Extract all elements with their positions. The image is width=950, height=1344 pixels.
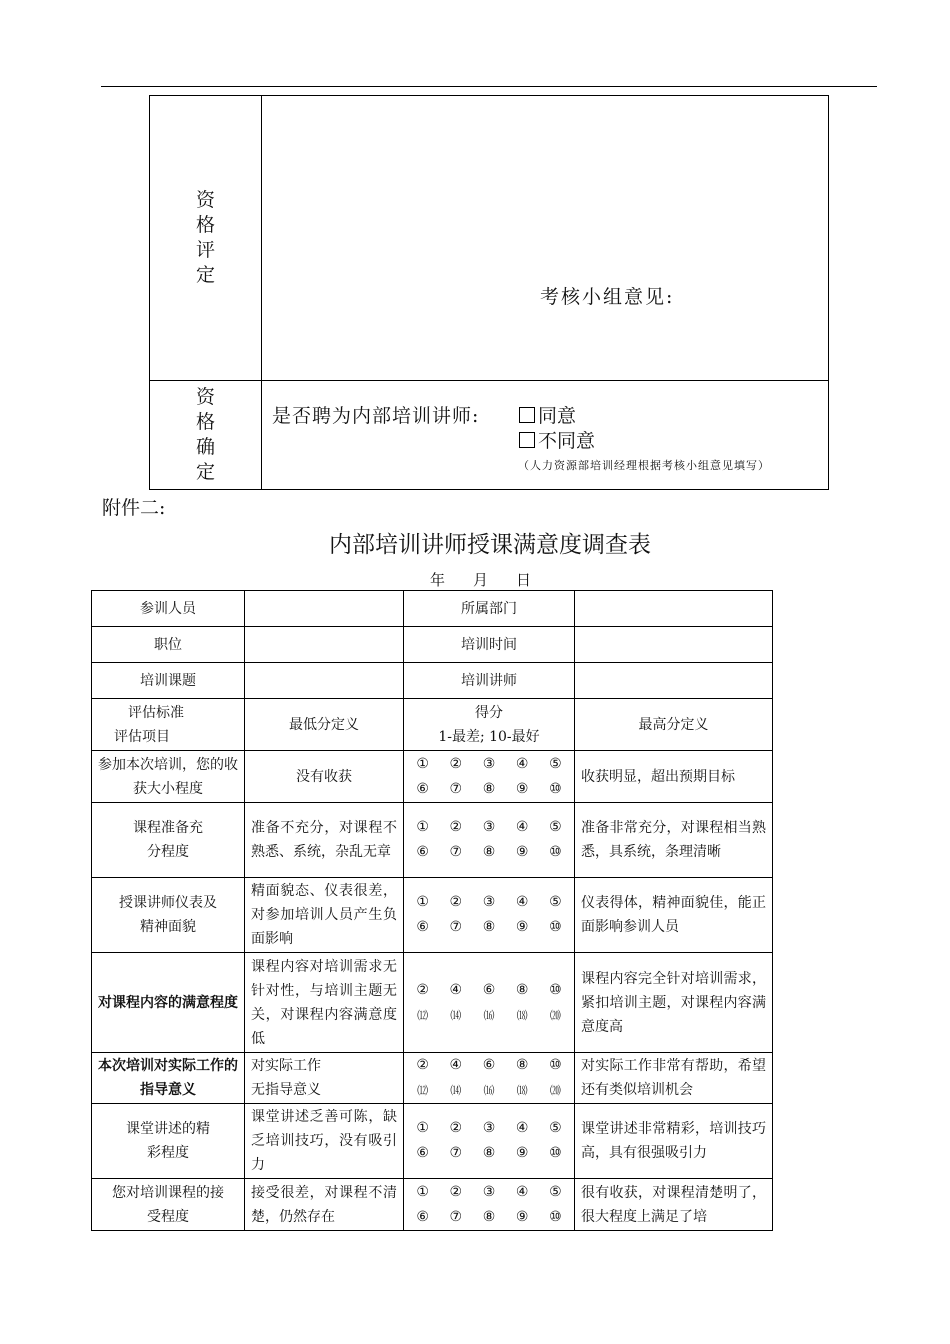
- score-option-row: [406, 915, 572, 940]
- disagree-checkbox[interactable]: [519, 432, 535, 448]
- lowest-definition: 接受很差，对课程不清楚，仍然存在: [245, 1179, 404, 1231]
- score-header: 得分 1-最差; 10-最好: [404, 699, 575, 751]
- score-option-row: [406, 1003, 572, 1028]
- score-option[interactable]: ④: [515, 1120, 529, 1136]
- highest-definition: 对实际工作非常有帮助，希望还有类似培训机会: [575, 1053, 773, 1104]
- score-option[interactable]: ④: [515, 755, 529, 772]
- score-option[interactable]: ⑩: [549, 1145, 562, 1161]
- evaluation-item: 课程准备充分程度: [92, 803, 245, 878]
- score-option[interactable]: ⑥: [416, 1208, 429, 1225]
- info-value-input[interactable]: [575, 627, 773, 663]
- score-option[interactable]: ④: [449, 1057, 463, 1073]
- lowest-definition: 课堂讲述乏善可陈，缺乏培训技巧，没有吸引力: [245, 1104, 404, 1179]
- evaluation-item: 对课程内容的满意程度: [92, 953, 245, 1053]
- score-option[interactable]: ③: [482, 1120, 496, 1136]
- score-option[interactable]: ⑩: [549, 919, 562, 935]
- satisfaction-survey-table: [91, 590, 773, 1231]
- attachment-label: 附件二:: [102, 497, 166, 519]
- lowest-definition: 课程内容对培训需求无针对性，与培训主题无关，对课程内容满意度低: [245, 953, 404, 1053]
- lowest-definition: 准备不充分，对课程不熟悉、系统，杂乱无章: [245, 803, 404, 878]
- table-row: [92, 953, 773, 1053]
- score-option[interactable]: ⑤: [549, 1183, 562, 1200]
- score-option[interactable]: ①: [416, 1120, 429, 1136]
- evaluation-item: 授课讲师仪表及精神面貌: [92, 878, 245, 953]
- hr-note: （人力资源部培训经理根据考核小组意见填写）: [518, 459, 770, 472]
- score-option[interactable]: ③: [482, 755, 496, 772]
- highest-header: 最高分定义: [575, 699, 773, 751]
- score-option-row: [406, 777, 572, 802]
- highest-definition: 收获明显，超出预期目标: [575, 751, 773, 803]
- table-row: [92, 1104, 773, 1179]
- lowest-definition: 精面貌态、仪表很差，对参加培训人员产生负面影响: [245, 878, 404, 953]
- score-option[interactable]: ⒅: [516, 1084, 528, 1097]
- info-label: 参训人员: [92, 591, 245, 627]
- score-option[interactable]: ⑨: [515, 844, 529, 860]
- score-option[interactable]: ⑤: [549, 755, 562, 772]
- score-option-row: [406, 1116, 572, 1141]
- score-option[interactable]: ⑨: [515, 1145, 529, 1161]
- score-option-row: [406, 840, 572, 865]
- evaluation-item: 参加本次培训，您的收获大小程度: [92, 751, 245, 803]
- score-option[interactable]: ⑧: [482, 780, 496, 797]
- score-scale[interactable]: [404, 1179, 575, 1231]
- score-option[interactable]: ⑧: [482, 919, 496, 935]
- score-option[interactable]: ①: [416, 1183, 429, 1200]
- score-option-row: [406, 890, 572, 915]
- table-row: [92, 878, 773, 953]
- score-option[interactable]: ④: [515, 1183, 529, 1200]
- score-option[interactable]: ⑤: [549, 1120, 562, 1136]
- score-option[interactable]: ⑥: [416, 1145, 429, 1161]
- score-option[interactable]: ②: [449, 1183, 463, 1200]
- info-row: [92, 591, 773, 627]
- date-line: [430, 569, 531, 590]
- evaluation-item: 课堂讲述的精彩程度: [92, 1104, 245, 1179]
- qualification-table: [149, 95, 829, 490]
- score-option[interactable]: ④: [515, 894, 529, 910]
- score-scale[interactable]: [404, 953, 575, 1053]
- score-option[interactable]: ②: [449, 755, 463, 772]
- score-option[interactable]: ⑥: [416, 780, 429, 797]
- score-option[interactable]: ②: [416, 981, 429, 998]
- score-option[interactable]: ⑦: [449, 1208, 463, 1225]
- info-label: 所属部门: [404, 591, 575, 627]
- score-option[interactable]: ①: [416, 894, 429, 910]
- score-option[interactable]: ⑩: [549, 981, 562, 998]
- score-scale[interactable]: [404, 803, 575, 878]
- score-option[interactable]: ⑤: [549, 894, 562, 910]
- info-label: 培训课题: [92, 663, 245, 699]
- score-option-row: [406, 1180, 572, 1205]
- score-option[interactable]: ⑨: [515, 1208, 529, 1225]
- info-label: 职位: [92, 627, 245, 663]
- score-option-row: [406, 1205, 572, 1230]
- score-option[interactable]: ⑩: [549, 1057, 562, 1073]
- evaluation-item: 本次培训对实际工作的指导意义: [92, 1053, 245, 1104]
- hire-question: 是否聘为内部培训讲师:: [272, 405, 480, 427]
- info-value-input[interactable]: [575, 663, 773, 699]
- score-option[interactable]: ③: [482, 894, 496, 910]
- score-option[interactable]: ⑥: [482, 981, 496, 998]
- score-option[interactable]: ⑦: [449, 1145, 463, 1161]
- score-option[interactable]: ⑧: [482, 1208, 496, 1225]
- info-value-input[interactable]: [575, 591, 773, 627]
- panel-opinion-cell[interactable]: [262, 96, 829, 381]
- score-option[interactable]: ⒁: [450, 1084, 462, 1097]
- score-option[interactable]: ②: [416, 1057, 429, 1073]
- score-scale[interactable]: [404, 751, 575, 803]
- score-option[interactable]: ⑩: [549, 780, 562, 797]
- info-value-input[interactable]: [245, 663, 404, 699]
- info-label: 培训讲师: [404, 663, 575, 699]
- table-row: [92, 751, 773, 803]
- score-option[interactable]: ⑧: [515, 981, 529, 998]
- info-row: [92, 663, 773, 699]
- score-scale[interactable]: [404, 1053, 575, 1104]
- score-option[interactable]: ⒅: [516, 1008, 528, 1022]
- score-option[interactable]: ⑨: [515, 919, 529, 935]
- highest-definition: 很有收获，对课程清楚明了，很大程度上满足了培: [575, 1179, 773, 1231]
- score-option[interactable]: ⑦: [449, 780, 463, 797]
- panel-opinion-label: 考核小组意见:: [540, 286, 675, 308]
- highest-definition: 仪表得体，精神面貌佳，能正面影响参训人员: [575, 878, 773, 953]
- form-title: 内部培训讲师授课满意度调查表: [329, 532, 651, 558]
- disagree-option[interactable]: 不同意: [519, 426, 595, 453]
- qualification-confirmation-label: 资 格 确 定: [150, 381, 262, 490]
- lowest-definition: 没有收获: [245, 751, 404, 803]
- lowest-header: 最低分定义: [245, 699, 404, 751]
- score-option[interactable]: ⒇: [549, 1008, 561, 1022]
- info-value-input[interactable]: [245, 627, 404, 663]
- info-label: 培训时间: [404, 627, 575, 663]
- score-option[interactable]: ②: [449, 819, 463, 835]
- score-option[interactable]: ⑩: [549, 844, 562, 860]
- score-option[interactable]: ⑥: [416, 919, 429, 935]
- score-option[interactable]: ⑥: [482, 1057, 496, 1073]
- score-option[interactable]: ⑦: [449, 919, 463, 935]
- score-option[interactable]: ①: [416, 755, 429, 772]
- date-month: 月: [473, 571, 489, 589]
- agree-option[interactable]: 同意: [519, 401, 576, 428]
- hire-decision-cell: [262, 381, 829, 490]
- score-option[interactable]: ⑧: [482, 844, 496, 860]
- score-option[interactable]: ④: [515, 819, 529, 835]
- score-option[interactable]: ②: [449, 1120, 463, 1136]
- highest-definition: 课程内容完全针对培训需求，紧扣培训主题，对课程内容满意度高: [575, 953, 773, 1053]
- table-row: [92, 1179, 773, 1231]
- table-row: [92, 803, 773, 878]
- evaluation-item: 您对培训课程的接受程度: [92, 1179, 245, 1231]
- agree-checkbox[interactable]: [519, 407, 535, 423]
- score-option[interactable]: ⑤: [549, 819, 562, 835]
- header-rule: [101, 86, 877, 87]
- score-option-row: [406, 1141, 572, 1166]
- score-option-row: [406, 815, 572, 840]
- lowest-definition: 对实际工作无指导意义: [245, 1053, 404, 1104]
- qualification-evaluation-label: 资 格 评 定: [150, 96, 262, 381]
- score-option[interactable]: ③: [482, 819, 496, 835]
- score-option-row: [406, 752, 572, 777]
- highest-definition: 课堂讲述非常精彩，培训技巧高，具有很强吸引力: [575, 1104, 773, 1179]
- score-option[interactable]: ⑿: [417, 1084, 429, 1097]
- score-option[interactable]: ⒇: [549, 1084, 561, 1097]
- info-row: [92, 627, 773, 663]
- table-row: [92, 1053, 773, 1104]
- score-option-row: [406, 1078, 572, 1103]
- score-scale[interactable]: [404, 1104, 575, 1179]
- score-option[interactable]: ⑧: [482, 1145, 496, 1161]
- highest-definition: 准备非常充分，对课程相当熟悉，具系统，条理清晰: [575, 803, 773, 878]
- date-day: 日: [516, 571, 532, 589]
- score-scale[interactable]: [404, 878, 575, 953]
- score-option[interactable]: ⑨: [515, 780, 529, 797]
- score-option[interactable]: ⒁: [450, 1008, 462, 1022]
- date-year: 年: [430, 571, 446, 589]
- score-option[interactable]: ②: [449, 894, 463, 910]
- score-option[interactable]: ⑩: [549, 1208, 562, 1225]
- score-option-row: [406, 978, 572, 1003]
- score-option[interactable]: ③: [482, 1183, 496, 1200]
- score-option[interactable]: ⑦: [449, 844, 463, 860]
- score-option[interactable]: ⑿: [417, 1008, 429, 1022]
- criteria-header: 评估标准 评估项目: [92, 699, 245, 751]
- score-option[interactable]: ⒃: [483, 1008, 495, 1022]
- score-option[interactable]: ⒃: [483, 1084, 495, 1097]
- score-option[interactable]: ④: [449, 981, 463, 998]
- score-option[interactable]: ⑧: [515, 1057, 529, 1073]
- score-option[interactable]: ⑥: [416, 844, 429, 860]
- score-option-row: [406, 1053, 572, 1078]
- header-row: [92, 699, 773, 751]
- info-value-input[interactable]: [245, 591, 404, 627]
- score-option[interactable]: ①: [416, 819, 429, 835]
